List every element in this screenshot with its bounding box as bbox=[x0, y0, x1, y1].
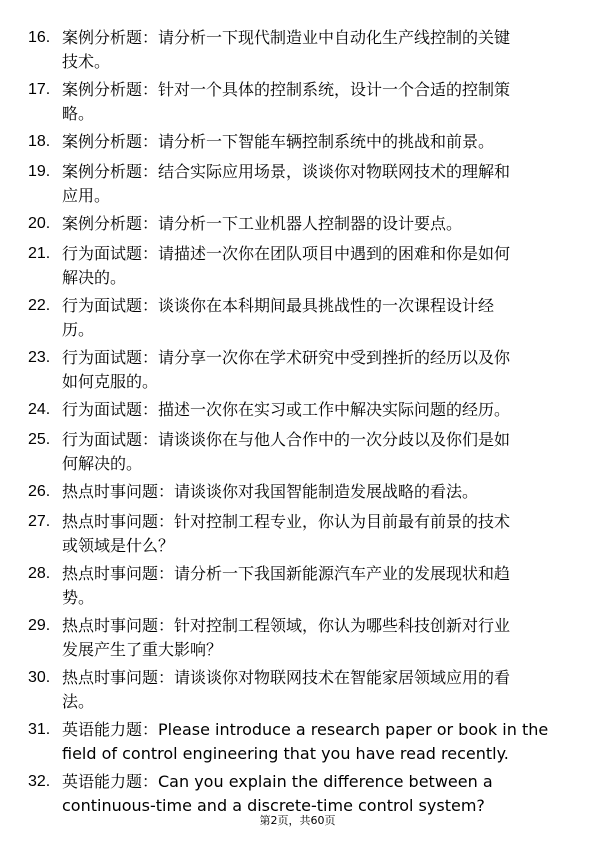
question-number: 20. bbox=[28, 215, 51, 232]
page-footer: 第2页，共60页 bbox=[259, 814, 336, 827]
question-line-2: field of control engineering that you have read recently. bbox=[62, 744, 509, 763]
question-line-1: 行为面试题：请分享一次你在学术研究中受到挫折的经历以及你 bbox=[62, 348, 511, 367]
question-number: 30. bbox=[28, 669, 51, 686]
question-line-1: 热点时事问题：请分析一下我国新能源汽车产业的发展现状和趋 bbox=[62, 564, 511, 583]
question-number: 23. bbox=[28, 349, 51, 366]
question-number: 24. bbox=[28, 401, 51, 418]
question-line-2: 势。 bbox=[62, 588, 95, 607]
question-line-1: 英语能力题：Can you explain the difference between a bbox=[62, 772, 493, 791]
question-line-2: 解决的。 bbox=[62, 268, 127, 287]
question-line-1: 热点时事问题：针对控制工程专业，你认为目前最有前景的技术 bbox=[62, 512, 511, 531]
question-number: 28. bbox=[28, 565, 51, 582]
question-line-2: 何解决的。 bbox=[62, 454, 143, 473]
question-number: 21. bbox=[28, 245, 51, 262]
question-number: 18. bbox=[28, 133, 51, 150]
question-line-1: 案例分析题：针对一个具体的控制系统，设计一个合适的控制策 bbox=[62, 80, 511, 99]
question-line-1: 英语能力题：Please introduce a research paper or book in the bbox=[62, 720, 549, 739]
question-line-2: continuous-time and a discrete-time control system? bbox=[62, 796, 485, 815]
question-line-1: 案例分析题：请分析一下工业机器人控制器的设计要点。 bbox=[62, 214, 463, 233]
question-number: 32. bbox=[28, 773, 51, 790]
question-line-2: 或领域是什么？ bbox=[62, 536, 175, 555]
question-line-1: 热点时事问题：请谈谈你对我国智能制造发展战略的看法。 bbox=[62, 482, 479, 501]
question-number: 19. bbox=[28, 163, 51, 180]
question-number: 31. bbox=[28, 721, 51, 738]
question-line-1: 行为面试题：请描述一次你在团队项目中遇到的困难和你是如何 bbox=[62, 244, 511, 263]
question-line-2: 技术。 bbox=[62, 52, 111, 71]
question-number: 22. bbox=[28, 297, 51, 314]
question-line-2: 历。 bbox=[62, 320, 95, 339]
question-line-2: 如何克服的。 bbox=[62, 372, 159, 391]
question-line-2: 发展产生了重大影响？ bbox=[62, 640, 223, 659]
question-line-1: 行为面试题：请谈谈你在与他人合作中的一次分歧以及你们是如 bbox=[62, 430, 511, 449]
question-line-2: 应用。 bbox=[62, 186, 111, 205]
question-line-1: 热点时事问题：针对控制工程领域，你认为哪些科技创新对行业 bbox=[62, 616, 511, 635]
question-line-1: 行为面试题：谈谈你在本科期间最具挑战性的一次课程设计经 bbox=[62, 296, 495, 315]
question-line-1: 行为面试题：描述一次你在实习或工作中解决实际问题的经历。 bbox=[62, 400, 511, 419]
question-number: 25. bbox=[28, 431, 51, 448]
question-line-2: 法。 bbox=[62, 692, 95, 711]
question-line-1: 热点时事问题：请谈谈你对物联网技术在智能家居领域应用的看 bbox=[62, 668, 511, 687]
question-number: 17. bbox=[28, 81, 51, 98]
question-line-1: 案例分析题：请分析一下智能车辆控制系统中的挑战和前景。 bbox=[62, 132, 495, 151]
question-line-2: 略。 bbox=[62, 104, 95, 123]
question-line-1: 案例分析题：请分析一下现代制造业中自动化生产线控制的关键 bbox=[62, 28, 511, 47]
question-line-1: 案例分析题：结合实际应用场景，谈谈你对物联网技术的理解和 bbox=[62, 162, 511, 181]
question-number: 26. bbox=[28, 483, 51, 500]
question-number: 16. bbox=[28, 29, 51, 46]
question-number: 27. bbox=[28, 513, 51, 530]
question-number: 29. bbox=[28, 617, 51, 634]
